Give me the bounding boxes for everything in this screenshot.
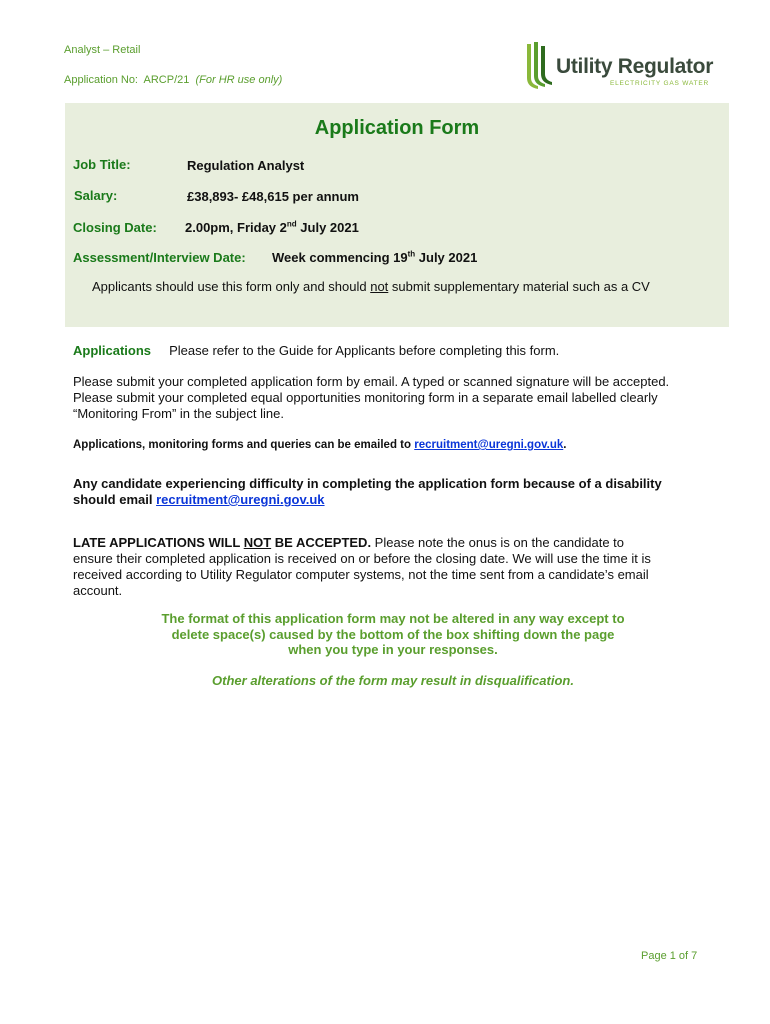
applications-guide-text: Please refer to the Guide for Applicants before completing this form. [169, 343, 560, 358]
application-no-value: ARCP/21 [143, 74, 190, 86]
closing-date-label: Closing Date: [73, 220, 157, 235]
closing-date-value: 2.00pm, Friday 2nd July 2021 [185, 220, 359, 236]
hr-use-note: (For HR use only) [195, 74, 283, 86]
assessment-date-value: Week commencing 19th July 2021 [272, 250, 478, 266]
logo-name: Utility Regulator [556, 55, 714, 78]
submission-instructions: Please submit your completed application form by email. A typed or scanned signature will be accepted. Please submit your completed equal opportunities monitoring form in a separate email labelled clearly “Monitoring From” in the subject line. [73, 374, 670, 421]
logo-tagline: ELECTRICITY GAS WATER [610, 80, 710, 87]
disqualification-warning: Other alterations of the form may result in disqualification. [212, 673, 574, 688]
assessment-date-label: Assessment/Interview Date: [73, 250, 246, 265]
disability-notice: Any candidate experiencing difficulty in completing the application form because of a disability should email recruitment@uregni.gov.uk [73, 476, 662, 507]
position-label: Analyst – Retail [64, 44, 141, 56]
job-title-value: Regulation Analyst [187, 158, 305, 173]
applications-guide-line [73, 343, 559, 359]
recruitment-email-link[interactable]: recruitment@uregni.gov.uk [414, 439, 564, 451]
application-number [64, 74, 282, 86]
salary-value: £38,893- £48,615 per annum [187, 189, 359, 204]
application-no-label: Application No: [64, 74, 138, 86]
email-contact-line: Applications, monitoring forms and queries can be emailed to recruitment@uregni.gov.uk. [73, 439, 567, 451]
disability-email-link[interactable]: recruitment@uregni.gov.uk [156, 492, 325, 507]
form-title: Application Form [314, 117, 480, 139]
applications-label: Applications [73, 343, 152, 358]
application-summary-box [65, 103, 729, 327]
supplementary-material-note: Applicants should use this form only and should not submit supplementary material such as a CV [92, 279, 650, 294]
utility-regulator-logo [524, 40, 724, 92]
logo-mark-icon [524, 40, 558, 90]
job-title-label: Job Title: [73, 157, 131, 172]
page-number: Page 1 of 7 [641, 950, 698, 962]
format-warning: The format of this application form may not be altered in any way except to delete space(s) caused by the bottom of the box shifting down the page when you type in your responses. [161, 611, 625, 657]
late-applications-notice: LATE APPLICATIONS WILL NOT BE ACCEPTED. Please note the onus is on the candidate to ensure their completed application is received on or before the closing date. We will use the time it is received according to Utility Regulator computer systems, not the time sent from a candidate’s email account. [73, 535, 651, 598]
salary-label: Salary: [74, 188, 118, 203]
